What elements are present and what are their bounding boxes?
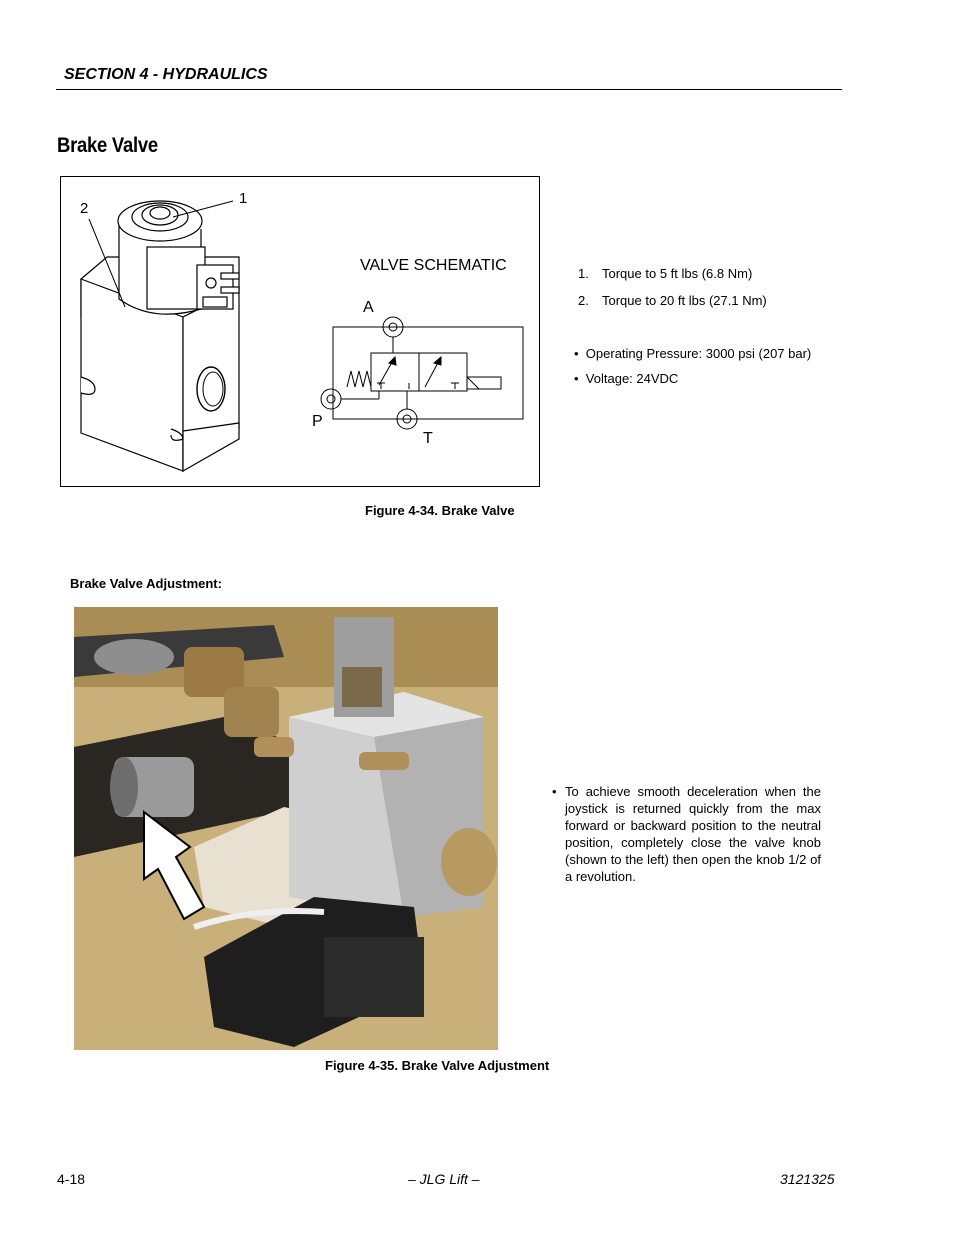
adjustment-instruction xyxy=(552,783,821,885)
spec-voltage xyxy=(574,371,678,386)
header-rule xyxy=(56,89,842,90)
document-number: 3121325 xyxy=(780,1171,835,1187)
spec-text: Operating Pressure: 3000 psi (207 bar) xyxy=(585,346,812,361)
section-header: SECTION 4 - HYDRAULICS xyxy=(64,66,268,83)
adjustment-instruction-text: To achieve smooth deceleration when the joystick is returned quickly from the max forward or backward position to the neutral position, completely close the valve knob (shown to the left) then open the knob 1/2 of a revolution. xyxy=(565,784,821,884)
callout-2: 2 xyxy=(80,200,89,217)
note-text: Torque to 5 ft lbs (6.8 Nm) xyxy=(602,266,753,281)
note-number: 1. xyxy=(578,266,589,281)
page-title: Brake Valve xyxy=(57,134,158,157)
note-text: Torque to 20 ft lbs (27.1 Nm) xyxy=(602,293,767,308)
port-p-label: P xyxy=(312,413,323,430)
note-item xyxy=(578,293,767,308)
brake-valve-photo xyxy=(74,607,498,1050)
adjustment-heading: Brake Valve Adjustment: xyxy=(70,576,222,591)
spec-operating-pressure xyxy=(574,346,811,361)
bullet: • xyxy=(574,371,579,386)
callout-1: 1 xyxy=(239,190,248,207)
footer-brand: – JLG Lift – xyxy=(408,1171,480,1187)
port-a-label: A xyxy=(363,299,374,316)
valve-schematic-label: VALVE SCHEMATIC xyxy=(360,257,507,274)
port-t-label: T xyxy=(423,430,433,447)
bullet: • xyxy=(552,784,557,799)
spec-text: Voltage: 24VDC xyxy=(585,371,679,386)
page-number: 4-18 xyxy=(57,1171,86,1187)
bullet: • xyxy=(574,346,579,361)
figure-4-35-caption: Figure 4-35. Brake Valve Adjustment xyxy=(325,1058,550,1073)
note-item xyxy=(578,266,752,281)
figure-4-34-caption: Figure 4-34. Brake Valve xyxy=(365,503,515,518)
note-number: 2. xyxy=(578,293,589,308)
brake-valve-figure xyxy=(60,176,540,487)
brake-valve-drawing xyxy=(61,177,539,486)
